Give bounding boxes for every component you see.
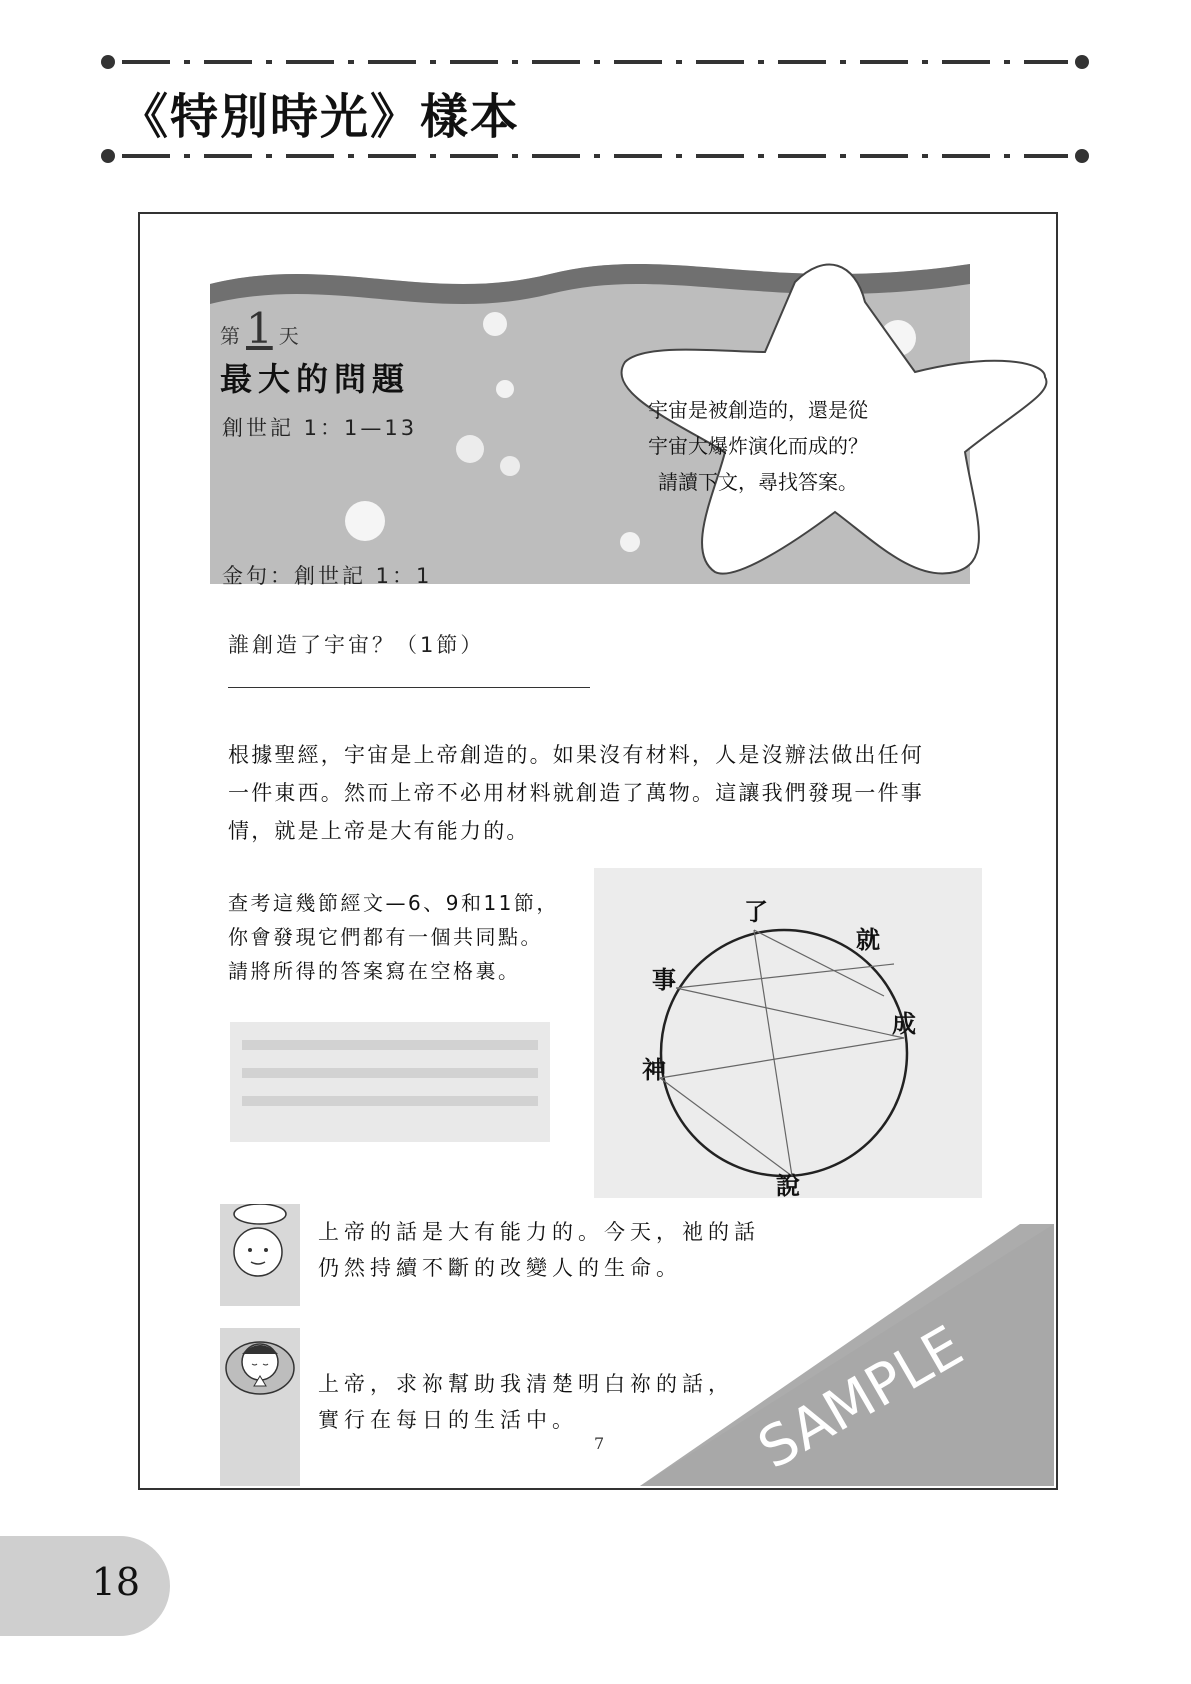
diagram-char: 神 xyxy=(642,1056,666,1084)
body-paragraph xyxy=(228,736,998,850)
instruction-line: 查考這幾節經文—6、9和11節， xyxy=(228,891,559,915)
praying-kid-avatar xyxy=(220,1328,300,1486)
day-prefix: 第 xyxy=(220,324,240,348)
day-suffix: 天 xyxy=(278,324,299,348)
scripture-reference: 創世記 1：1—13 xyxy=(222,416,418,440)
star-text xyxy=(618,392,898,500)
body-line: 情，就是上帝是大有能力的。 xyxy=(228,819,530,843)
prayer-line: 實行在每日的生活中。 xyxy=(318,1408,578,1432)
bottom-decorative-rule xyxy=(100,148,1090,164)
day-label xyxy=(220,304,299,353)
answer-blank-line xyxy=(228,687,590,688)
prayer-line: 上帝，求祢幫助我清楚明白祢的話， xyxy=(318,1372,734,1396)
inner-page-number: 7 xyxy=(594,1434,605,1453)
faded-background-text xyxy=(230,1022,550,1142)
page-title: 《特別時光》樣本 xyxy=(120,89,521,145)
page-number-badge xyxy=(0,1536,170,1636)
diagram-char: 了 xyxy=(744,898,768,926)
question-text: 誰創造了宇宙？（1節） xyxy=(228,633,485,657)
thinking-kid-avatar xyxy=(220,1204,300,1306)
instruction-line: 請將所得的答案寫在空格裏。 xyxy=(228,959,521,983)
reflection-line: 上帝的話是大有能力的。今天，祂的話 xyxy=(318,1220,760,1244)
instruction-text xyxy=(228,886,588,988)
reflection-line: 仍然持續不斷的改變人的生命。 xyxy=(318,1256,682,1280)
word-circle-diagram xyxy=(594,868,982,1198)
sample-page-frame xyxy=(138,212,1058,1490)
instruction-line: 你會發現它們都有一個共同點。 xyxy=(228,925,543,949)
body-line: 根據聖經，宇宙是上帝創造的。如果沒有材料，人是沒辦法做出任何 xyxy=(228,743,924,767)
sample-watermark-text: SAMPLE xyxy=(747,1313,974,1483)
page-number: 18 xyxy=(91,1560,140,1604)
lesson-title: 最大的問題 xyxy=(220,360,411,398)
star-line: 請讀下文，尋找答案。 xyxy=(658,470,858,494)
diagram-char: 成 xyxy=(892,1010,916,1038)
sample-watermark-band xyxy=(640,1224,1054,1486)
diagram-char: 事 xyxy=(652,966,676,994)
memory-verse: 金句：創世記 1：1 xyxy=(222,564,433,588)
star-line: 宇宙是被創造的，還是從 xyxy=(648,398,868,422)
diagram-char: 就 xyxy=(856,926,880,954)
top-decorative-rule xyxy=(100,54,1090,70)
diagram-char: 說 xyxy=(776,1172,800,1198)
star-line: 宇宙大爆炸演化而成的？ xyxy=(648,434,868,458)
day-number: 1 xyxy=(246,304,273,353)
body-line: 一件東西。然而上帝不必用材料就創造了萬物。這讓我們發現一件事 xyxy=(228,781,924,805)
